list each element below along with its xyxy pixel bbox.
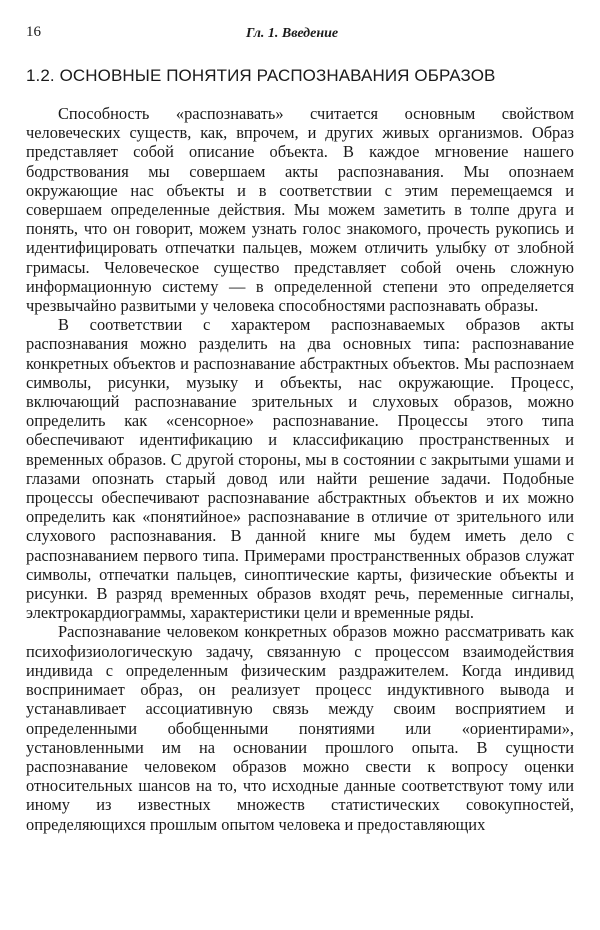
- paragraph: Распознавание человеком конкретных образов можно рассматривать как психофизиологическую задачу, связанную с процессом взаимодействия индивида с определенным физическим раздражителем. Когда индивид воспринимает образ, он реализует процесс индуктивного вывода и устанавливает ассоциативную связь между своим восприятием и определенными обобщенными понятиями или «ориентирами», установленными им на основании прошлого опыта. В сущности распознавание человеком образов можно свести к вопросу оценки относительных шансов на то, что исходные данные соответствуют тому или иному из известных множеств статистических совокупностей, определяющихся прошлым опытом человека и предоставляющих: [26, 622, 574, 834]
- chapter-title: Гл. 1. Введение: [246, 26, 339, 41]
- paragraph: Способность «распознавать» считается основным свойством человеческих существ, как, впрочем, и других живых организмов. Образ представляет собой описание объекта. В каждое мгновение нашего бодрствования мы совершаем акты распознавания. Мы опознаем окружающие нас объекты и в соответствии с этим перемещаемся и совершаем определенные действия. Мы можем заметить в толпе друга и понять, что он говорит, можем узнать голос знакомого, прочесть рукопись и идентифицировать отпечатки пальцев, можем отличить улыбку от злобной гримасы. Человеческое существо представляет собой очень сложную информационную систему — в определенной степени это определяется чрезвычайно развитыми у человека способностями распознавать образы.: [26, 104, 574, 316]
- page-number: 16: [26, 24, 41, 40]
- book-page: [26, 0, 574, 834]
- section-heading: 1.2. ОСНОВНЫЕ ПОНЯТИЯ РАСПОЗНАВАНИЯ ОБРАЗОВ: [26, 66, 496, 85]
- running-head: [26, 0, 574, 44]
- paragraph: В соответствии с характером распознаваемых образов акты распознавания можно разделить на два основных типа: распознавание конкретных объектов и распознавание абстрактных объектов. Мы распознаем символы, рисунки, музыку и объекты, нас окружающие. Процесс, включающий распознавание зрительных и слуховых образов, можно определить как «сенсорное» распознавание. Процессы этого типа обеспечивают идентификацию и классификацию пространственных и временных образов. С другой стороны, мы в состоянии с закрытыми ушами и глазами опознать старый довод или найти решение задачи. Подобные процессы обеспечивают распознавание абстрактных объектов и их можно определить как «понятийное» распознавание в отличие от зрительного или слухового распознавания. В данной книге мы будем иметь дело с распознаванием первого типа. Примерами пространственных образов служат символы, отпечатки пальцев, синоптические карты, физические объекты и рисунки. В разряд временных образов входят речь, переменные сигналы, электрокардиограммы, характеристики цели и временные ряды.: [26, 315, 574, 623]
- body-text: [26, 104, 574, 834]
